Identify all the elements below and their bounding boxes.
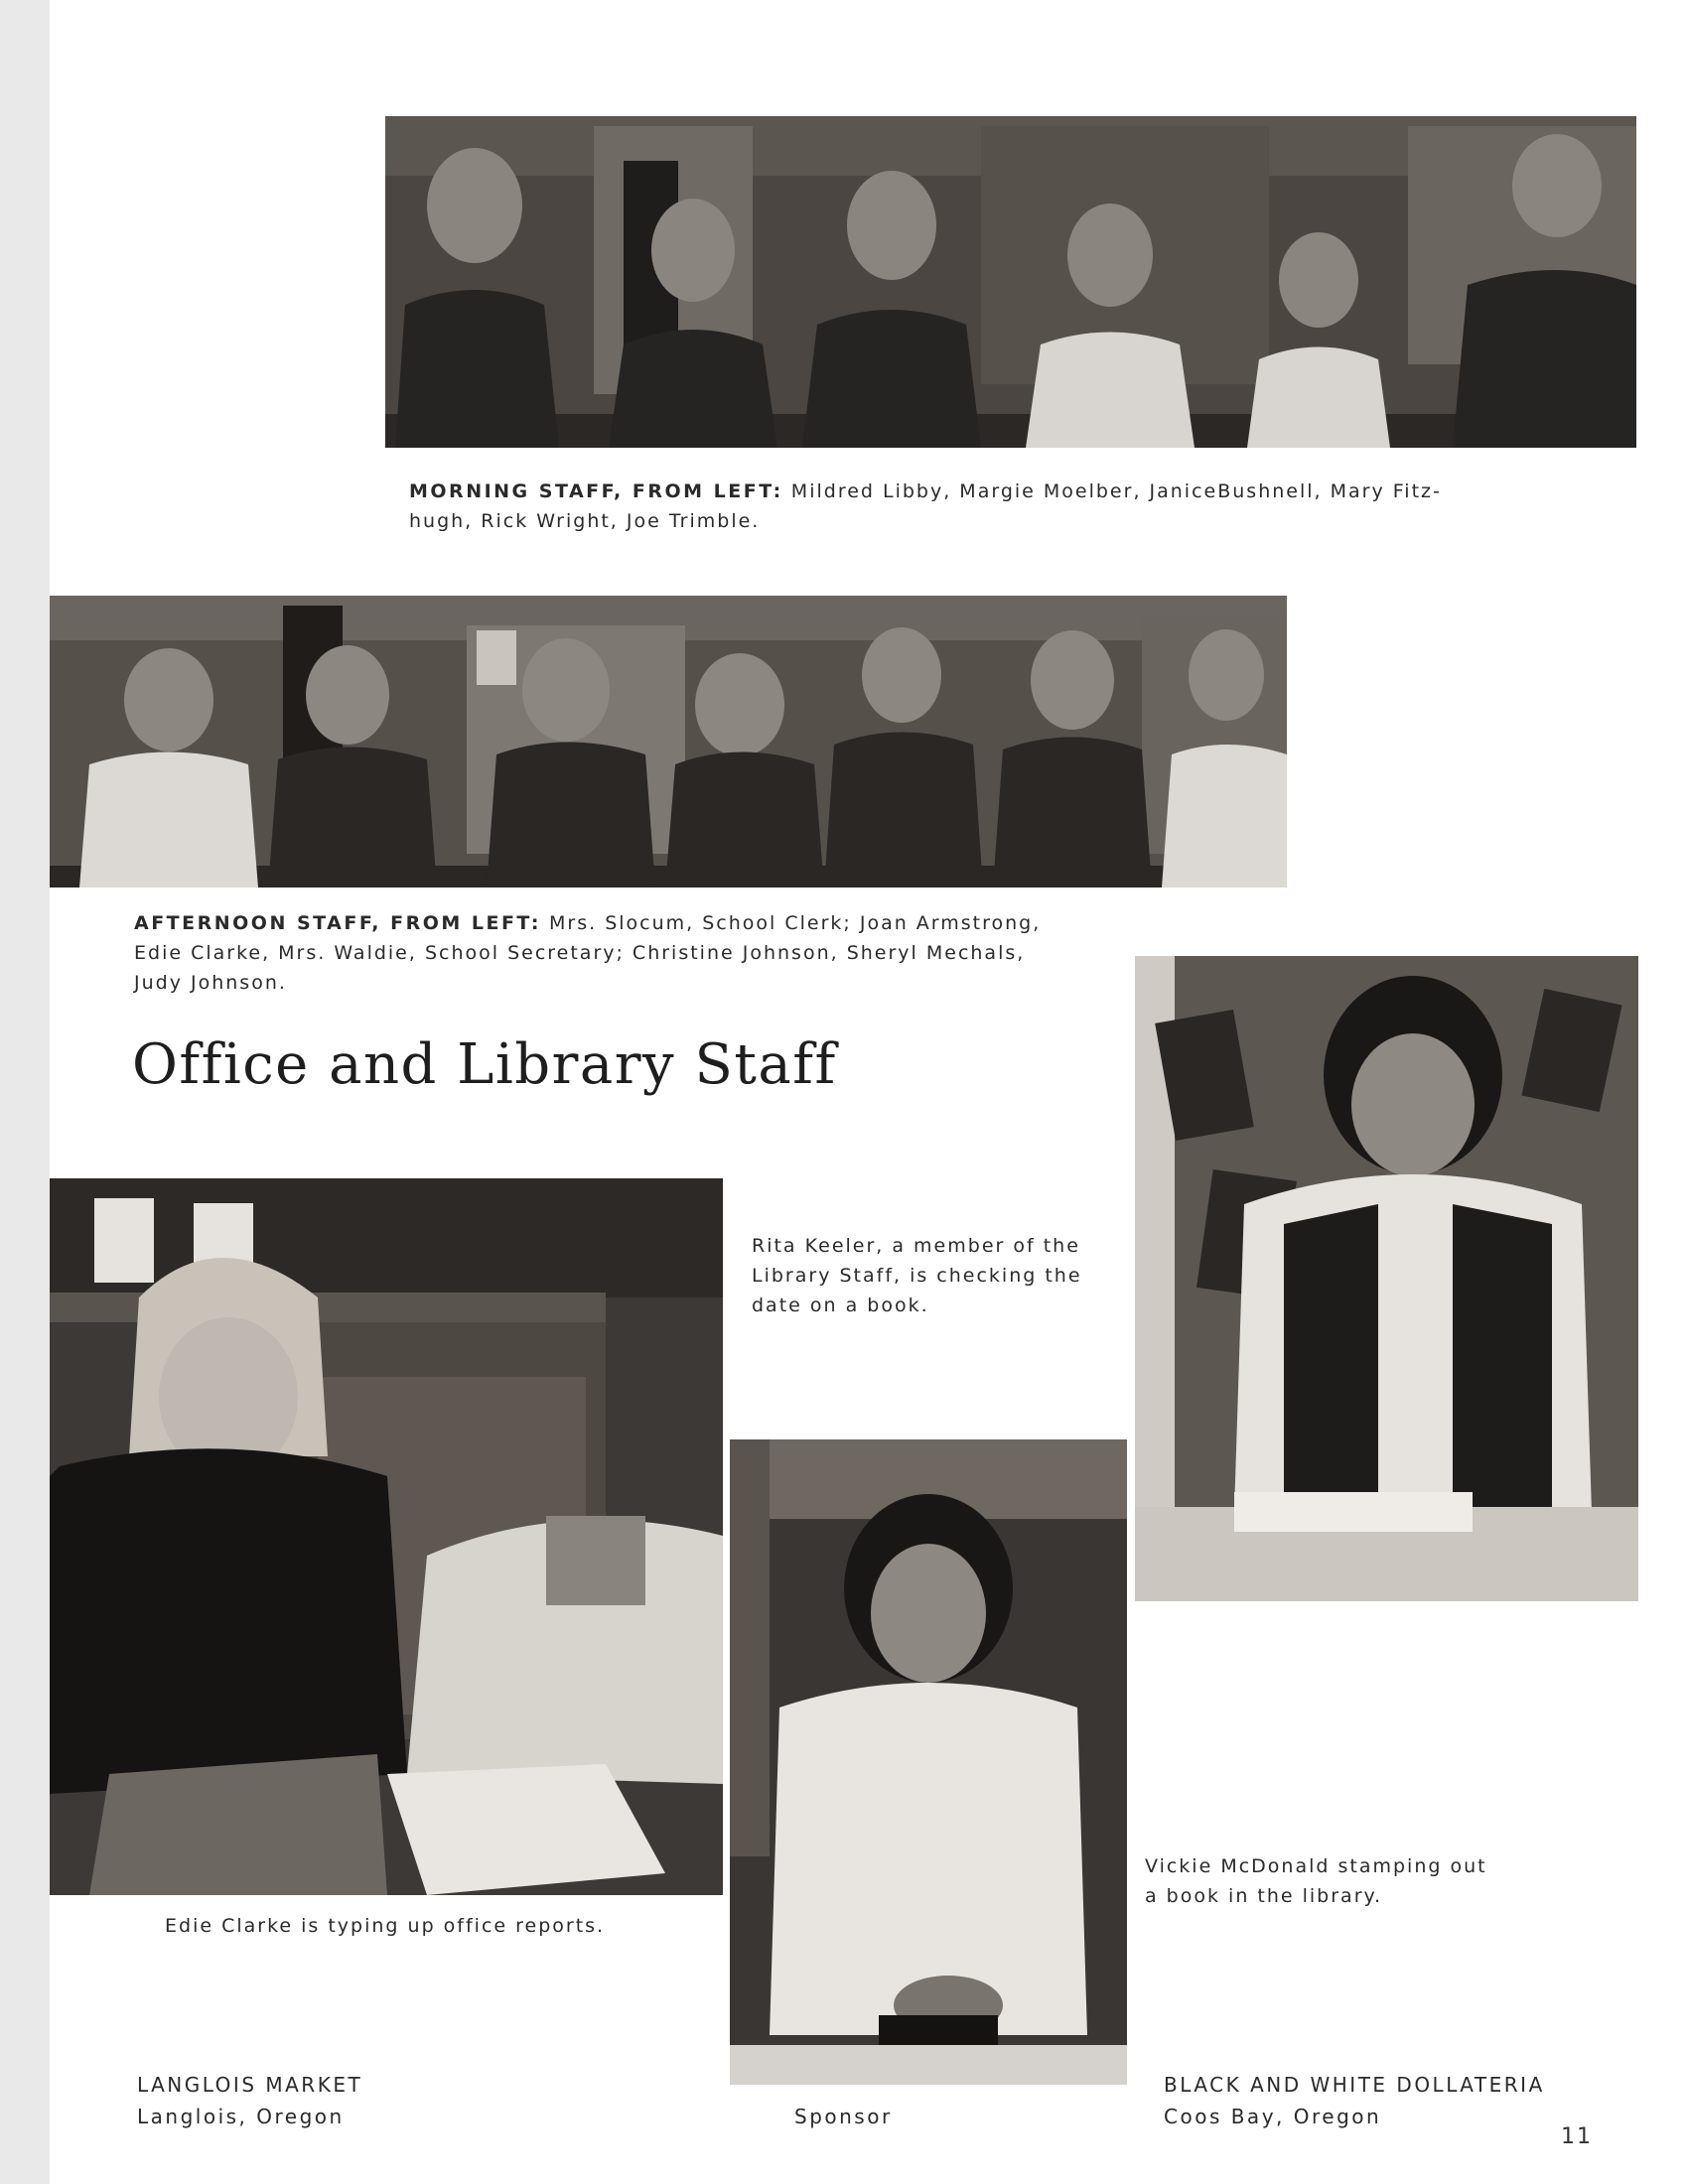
morning-staff-caption: [409, 477, 1551, 536]
rita-keeler-caption-line1: Rita Keeler, a member of the: [752, 1235, 1080, 1257]
vickie-mcdonald-caption-line2: a book in the library.: [1145, 1885, 1383, 1907]
edie-typing-caption: Edie Clarke is typing up office reports.: [165, 1915, 606, 1937]
afternoon-staff-names-line2: Edie Clarke, Mrs. Waldie, School Secretary; Christine Johnson, Sheryl Mechals,: [134, 942, 1026, 964]
page-title: Office and Library Staff: [132, 1032, 837, 1097]
morning-staff-names-line2: hugh, Rick Wright, Joe Trimble.: [409, 510, 761, 532]
afternoon-staff-names-line1: Mrs. Slocum, School Clerk; Joan Armstrong,: [540, 912, 1042, 934]
sponsor-left: [137, 2069, 362, 2132]
rita-keeler-caption-line3: date on a book.: [752, 1295, 929, 1316]
page-number: 11: [1561, 2124, 1593, 2149]
vickie-mcdonald-photo: [1135, 956, 1638, 1601]
rita-keeler-caption: [752, 1231, 1129, 1320]
sponsor-left-location: Langlois, Oregon: [137, 2105, 345, 2128]
page-margin-strip: [0, 0, 50, 2184]
morning-staff-heading: MORNING STAFF, FROM LEFT:: [409, 480, 783, 502]
morning-staff-photo: [385, 116, 1636, 448]
afternoon-staff-caption: [134, 908, 1147, 998]
sponsor-center-label: Sponsor: [794, 2105, 893, 2128]
sponsor-right-location: Coos Bay, Oregon: [1164, 2105, 1382, 2128]
sponsor-right-name: BLACK AND WHITE DOLLATERIA: [1164, 2073, 1545, 2097]
rita-keeler-caption-line2: Library Staff, is checking the: [752, 1265, 1082, 1287]
sponsor-left-name: LANGLOIS MARKET: [137, 2073, 363, 2097]
vickie-mcdonald-caption-line1: Vickie McDonald stamping out: [1145, 1855, 1487, 1877]
rita-keeler-photo: [730, 1439, 1127, 2085]
sponsor-right: [1164, 2069, 1545, 2132]
afternoon-staff-photo: [50, 596, 1287, 887]
afternoon-staff-names-line3: Judy Johnson.: [134, 972, 287, 994]
vickie-mcdonald-caption: [1145, 1851, 1612, 1911]
edie-typing-photo: [50, 1178, 723, 1895]
afternoon-staff-heading: AFTERNOON STAFF, FROM LEFT:: [134, 912, 541, 934]
morning-staff-names-line1: Mildred Libby, Margie Moelber, JaniceBushnell, Mary Fitz-: [782, 480, 1442, 502]
